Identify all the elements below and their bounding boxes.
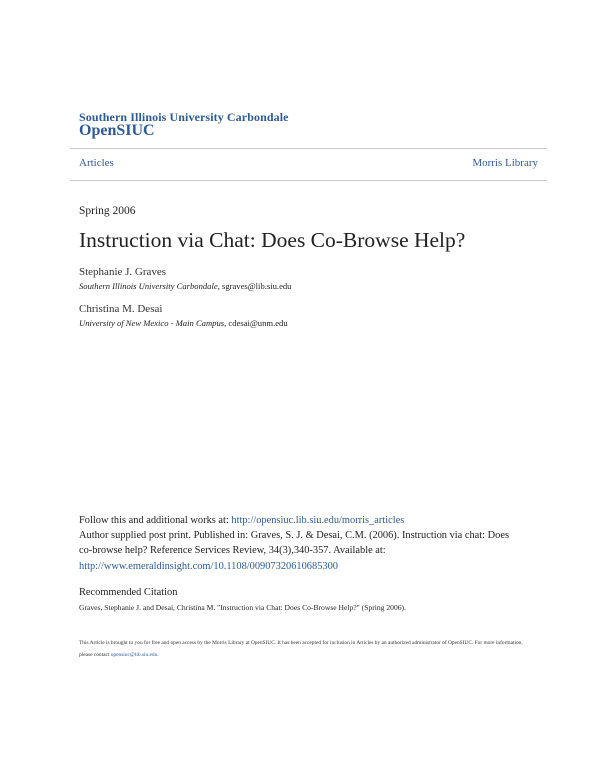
notice-end: . bbox=[157, 651, 159, 658]
author-name: Stephanie J. Graves bbox=[79, 266, 167, 278]
publication-note: Author supplied post print. Published in: Graves, S. J. & Desai, C.M. (2006). Instruction via chat: Does co-browse help? Reference Services Review, 34(3),340-357. Available at: bbox=[79, 530, 510, 557]
affiliation-institution: University of New Mexico - Main Campus bbox=[79, 318, 225, 328]
articles-link[interactable]: Articles bbox=[79, 157, 114, 169]
top-divider bbox=[70, 148, 547, 149]
author-affiliation: Southern Illinois University Carbondale, sgraves@lib.siu.edu bbox=[79, 281, 292, 291]
publication-date: Spring 2006 bbox=[79, 205, 136, 217]
affiliation-institution: Southern Illinois University Carbondale bbox=[79, 281, 218, 291]
collection-link[interactable]: http://opensiuc.lib.siu.edu/morris_articles bbox=[231, 515, 405, 526]
bottom-divider bbox=[70, 180, 547, 181]
author-affiliation: University of New Mexico - Main Campus, cdesai@unm.edu bbox=[79, 318, 288, 328]
citation-text: Graves, Stephanie J. and Desai, Christina M. "Instruction via Chat: Does Co-Browse Help?" (Spring 2006). bbox=[79, 603, 406, 612]
follow-section bbox=[79, 513, 524, 574]
contact-email-link[interactable]: opensiuc@lib.siu.edu bbox=[110, 651, 158, 658]
access-notice bbox=[79, 638, 524, 661]
citation-heading: Recommended Citation bbox=[79, 587, 178, 598]
author-email: sgraves@lib.siu.edu bbox=[221, 281, 292, 291]
article-title: Instruction via Chat: Does Co-Browse Help? bbox=[79, 228, 466, 252]
morris-library-link[interactable]: Morris Library bbox=[472, 157, 538, 169]
repository-name[interactable]: OpenSIUC bbox=[79, 122, 155, 139]
university-name: Southern Illinois University Carbondale bbox=[79, 110, 289, 124]
follow-prefix: Follow this and additional works at: bbox=[79, 515, 232, 526]
notice-text: This Article is brought to you for free and open access by the Morris Library at OpenSIUC. It has been accepted for inclusion in Articles by an authorized administrator of OpenSIUC. For more information, please contact bbox=[79, 640, 523, 658]
author-name: Christina M. Desai bbox=[79, 303, 163, 315]
author-email: cdesai@unm.edu bbox=[228, 318, 288, 328]
publisher-link[interactable]: http://www.emeraldinsight.com/10.1108/00907320610685300 bbox=[79, 560, 338, 572]
